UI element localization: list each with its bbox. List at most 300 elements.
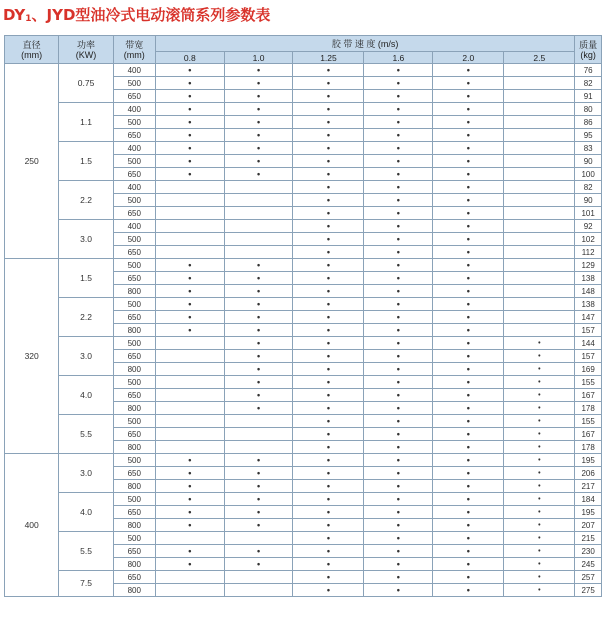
header-power-unit: (KW) (75, 49, 97, 60)
available-dot-icon: • (396, 220, 400, 231)
speed-mark-cell (224, 259, 293, 272)
speed-mark-cell (504, 220, 575, 233)
available-dot-icon: • (396, 77, 400, 88)
header-diameter-label: 直径 (22, 39, 41, 50)
speed-mark-cell (364, 584, 433, 597)
speed-mark-cell (504, 155, 575, 168)
available-dot-icon: • (538, 573, 541, 581)
available-dot-icon: • (326, 155, 331, 166)
belt-width-cell: 800 (113, 363, 155, 376)
speed-mark-cell (504, 64, 575, 77)
available-dot-icon: • (396, 454, 400, 465)
belt-width-cell: 650 (113, 129, 155, 142)
speed-mark-cell (504, 363, 575, 376)
mass-cell: 92 (575, 220, 602, 233)
speed-mark-cell (364, 532, 433, 545)
belt-width-cell: 400 (113, 181, 155, 194)
available-dot-icon: • (396, 194, 400, 205)
speed-mark-cell (504, 389, 575, 402)
available-dot-icon: • (466, 311, 470, 322)
speed-mark-cell (224, 545, 293, 558)
speed-mark-cell (293, 233, 364, 246)
available-dot-icon: • (466, 441, 470, 452)
available-dot-icon: • (188, 454, 192, 465)
available-dot-icon: • (396, 428, 400, 439)
available-dot-icon: • (326, 259, 331, 270)
speed-mark-cell (364, 571, 433, 584)
speed-mark-cell (364, 389, 433, 402)
speed-mark-cell (293, 64, 364, 77)
available-dot-icon: • (466, 142, 470, 153)
available-dot-icon: • (466, 272, 470, 283)
speed-mark-cell (293, 142, 364, 155)
available-dot-icon: • (396, 298, 400, 309)
mass-cell: 230 (575, 545, 602, 558)
speed-mark-cell (293, 168, 364, 181)
available-dot-icon: • (256, 259, 261, 270)
available-dot-icon: • (256, 272, 261, 283)
available-dot-icon: • (326, 298, 331, 309)
available-dot-icon: • (396, 402, 400, 413)
speed-mark-cell (155, 350, 224, 363)
available-dot-icon: • (466, 363, 470, 374)
available-dot-icon: • (396, 584, 400, 595)
available-dot-icon: • (466, 77, 470, 88)
mass-cell: 275 (575, 584, 602, 597)
header-belt-width (113, 36, 155, 64)
speed-mark-cell (224, 350, 293, 363)
speed-mark-cell (433, 532, 504, 545)
power-cell: 2.2 (59, 181, 113, 220)
speed-mark-cell (293, 402, 364, 415)
speed-mark-cell (433, 441, 504, 454)
speed-mark-cell (364, 519, 433, 532)
available-dot-icon: • (326, 142, 331, 153)
available-dot-icon: • (326, 233, 331, 244)
speed-mark-cell (504, 103, 575, 116)
speed-mark-cell (155, 402, 224, 415)
speed-mark-cell (155, 194, 224, 207)
parameter-table (4, 35, 602, 597)
available-dot-icon: • (326, 428, 331, 439)
available-dot-icon: • (466, 519, 470, 530)
available-dot-icon: • (188, 480, 192, 491)
mass-cell: 167 (575, 428, 602, 441)
speed-mark-cell (224, 493, 293, 506)
available-dot-icon: • (396, 116, 400, 127)
mass-cell: 155 (575, 376, 602, 389)
speed-mark-cell (433, 220, 504, 233)
available-dot-icon: • (538, 404, 541, 412)
mass-cell: 91 (575, 90, 602, 103)
speed-mark-cell (364, 363, 433, 376)
available-dot-icon: • (256, 402, 261, 413)
available-dot-icon: • (256, 454, 261, 465)
power-cell: 0.75 (59, 64, 113, 103)
table-row (5, 142, 602, 155)
header-speed: 2.0 (433, 52, 504, 64)
speed-mark-cell (224, 558, 293, 571)
table-row (5, 181, 602, 194)
speed-mark-cell (155, 168, 224, 181)
available-dot-icon: • (466, 493, 470, 504)
speed-mark-cell (224, 337, 293, 350)
available-dot-icon: • (256, 467, 261, 478)
available-dot-icon: • (538, 339, 541, 347)
available-dot-icon: • (188, 103, 192, 114)
speed-mark-cell (224, 90, 293, 103)
speed-mark-cell (155, 376, 224, 389)
available-dot-icon: • (466, 129, 470, 140)
available-dot-icon: • (466, 337, 470, 348)
table-row (5, 532, 602, 545)
power-cell: 3.0 (59, 454, 113, 493)
speed-mark-cell (224, 402, 293, 415)
header-speed: 1.6 (364, 52, 433, 64)
speed-mark-cell (433, 571, 504, 584)
table-row (5, 259, 602, 272)
available-dot-icon: • (188, 168, 192, 179)
speed-mark-cell (155, 103, 224, 116)
available-dot-icon: • (326, 363, 331, 374)
speed-mark-cell (433, 363, 504, 376)
speed-mark-cell (504, 584, 575, 597)
speed-mark-cell (364, 194, 433, 207)
table-row (5, 571, 602, 584)
available-dot-icon: • (466, 259, 470, 270)
available-dot-icon: • (396, 480, 400, 491)
mass-cell: 82 (575, 77, 602, 90)
speed-mark-cell (293, 532, 364, 545)
available-dot-icon: • (396, 155, 400, 166)
available-dot-icon: • (396, 363, 400, 374)
speed-mark-cell (293, 220, 364, 233)
header-power (59, 36, 113, 64)
speed-mark-cell (433, 116, 504, 129)
speed-mark-cell (224, 584, 293, 597)
speed-mark-cell (293, 428, 364, 441)
speed-mark-cell (364, 441, 433, 454)
available-dot-icon: • (538, 547, 541, 555)
speed-mark-cell (224, 532, 293, 545)
available-dot-icon: • (256, 155, 261, 166)
available-dot-icon: • (326, 220, 331, 231)
speed-mark-cell (293, 246, 364, 259)
available-dot-icon: • (466, 298, 470, 309)
speed-mark-cell (364, 142, 433, 155)
speed-mark-cell (224, 246, 293, 259)
speed-mark-cell (504, 207, 575, 220)
speed-mark-cell (293, 545, 364, 558)
available-dot-icon: • (538, 378, 541, 386)
mass-cell: 167 (575, 389, 602, 402)
available-dot-icon: • (326, 129, 331, 140)
speed-mark-cell (433, 493, 504, 506)
speed-mark-cell (293, 194, 364, 207)
speed-mark-cell (293, 285, 364, 298)
belt-width-cell: 650 (113, 428, 155, 441)
mass-cell: 144 (575, 337, 602, 350)
speed-mark-cell (293, 103, 364, 116)
available-dot-icon: • (396, 90, 400, 101)
available-dot-icon: • (466, 246, 470, 257)
available-dot-icon: • (326, 285, 331, 296)
speed-mark-cell (364, 402, 433, 415)
speed-mark-cell (155, 454, 224, 467)
speed-mark-cell (293, 584, 364, 597)
available-dot-icon: • (466, 584, 470, 595)
power-cell: 4.0 (59, 493, 113, 532)
available-dot-icon: • (538, 534, 541, 542)
mass-cell: 184 (575, 493, 602, 506)
speed-mark-cell (364, 64, 433, 77)
speed-mark-cell (364, 467, 433, 480)
available-dot-icon: • (326, 415, 331, 426)
available-dot-icon: • (256, 298, 261, 309)
speed-mark-cell (293, 298, 364, 311)
speed-mark-cell (224, 311, 293, 324)
available-dot-icon: • (466, 402, 470, 413)
belt-width-cell: 650 (113, 90, 155, 103)
speed-mark-cell (224, 571, 293, 584)
header-speed: 0.8 (155, 52, 224, 64)
mass-cell: 178 (575, 402, 602, 415)
available-dot-icon: • (396, 532, 400, 543)
available-dot-icon: • (256, 506, 261, 517)
speed-mark-cell (155, 571, 224, 584)
available-dot-icon: • (538, 469, 541, 477)
speed-mark-cell (504, 441, 575, 454)
mass-cell: 112 (575, 246, 602, 259)
belt-width-cell: 650 (113, 246, 155, 259)
table-row (5, 64, 602, 77)
available-dot-icon: • (188, 116, 192, 127)
available-dot-icon: • (256, 337, 261, 348)
available-dot-icon: • (396, 337, 400, 348)
power-cell: 1.5 (59, 142, 113, 181)
speed-mark-cell (155, 220, 224, 233)
speed-mark-cell (293, 116, 364, 129)
speed-mark-cell (155, 415, 224, 428)
speed-mark-cell (504, 545, 575, 558)
available-dot-icon: • (396, 129, 400, 140)
available-dot-icon: • (396, 493, 400, 504)
available-dot-icon: • (538, 365, 541, 373)
available-dot-icon: • (538, 443, 541, 451)
mass-cell: 102 (575, 233, 602, 246)
speed-mark-cell (504, 272, 575, 285)
speed-mark-cell (293, 519, 364, 532)
available-dot-icon: • (466, 571, 470, 582)
table-row (5, 220, 602, 233)
speed-mark-cell (293, 571, 364, 584)
available-dot-icon: • (326, 584, 331, 595)
table-row (5, 454, 602, 467)
speed-mark-cell (433, 168, 504, 181)
belt-width-cell: 650 (113, 311, 155, 324)
available-dot-icon: • (538, 560, 541, 568)
header-mass-unit: (kg) (580, 49, 596, 60)
available-dot-icon: • (466, 324, 470, 335)
available-dot-icon: • (396, 389, 400, 400)
belt-width-cell: 650 (113, 467, 155, 480)
speed-mark-cell (433, 103, 504, 116)
available-dot-icon: • (466, 168, 470, 179)
available-dot-icon: • (256, 324, 261, 335)
speed-mark-cell (504, 350, 575, 363)
speed-mark-cell (293, 415, 364, 428)
speed-mark-cell (224, 298, 293, 311)
title-text: 、JYD型油冷式电动滚筒系列参数表 (31, 6, 271, 24)
speed-mark-cell (293, 558, 364, 571)
speed-mark-cell (364, 103, 433, 116)
header-diameter-unit: (mm) (21, 49, 43, 60)
speed-mark-cell (433, 545, 504, 558)
speed-mark-cell (155, 129, 224, 142)
belt-width-cell: 800 (113, 584, 155, 597)
speed-mark-cell (364, 350, 433, 363)
available-dot-icon: • (396, 467, 400, 478)
speed-mark-cell (224, 77, 293, 90)
belt-width-cell: 800 (113, 324, 155, 337)
available-dot-icon: • (326, 454, 331, 465)
available-dot-icon: • (326, 571, 331, 582)
speed-mark-cell (293, 441, 364, 454)
speed-mark-cell (155, 246, 224, 259)
speed-mark-cell (504, 337, 575, 350)
available-dot-icon: • (326, 116, 331, 127)
mass-cell: 138 (575, 298, 602, 311)
speed-mark-cell (364, 324, 433, 337)
available-dot-icon: • (396, 168, 400, 179)
available-dot-icon: • (396, 558, 400, 569)
available-dot-icon: • (396, 233, 400, 244)
speed-mark-cell (155, 441, 224, 454)
available-dot-icon: • (466, 545, 470, 556)
belt-width-cell: 650 (113, 389, 155, 402)
available-dot-icon: • (326, 324, 331, 335)
header-speed-group: 胶 带 速 度 (m/s) (155, 36, 574, 52)
header-mass (575, 36, 602, 64)
available-dot-icon: • (466, 194, 470, 205)
speed-mark-cell (433, 402, 504, 415)
speed-mark-cell (224, 181, 293, 194)
belt-width-cell: 800 (113, 441, 155, 454)
available-dot-icon: • (326, 272, 331, 283)
speed-mark-cell (433, 324, 504, 337)
available-dot-icon: • (466, 389, 470, 400)
available-dot-icon: • (256, 389, 261, 400)
available-dot-icon: • (188, 285, 192, 296)
speed-mark-cell (364, 558, 433, 571)
speed-mark-cell (433, 584, 504, 597)
available-dot-icon: • (326, 506, 331, 517)
speed-mark-cell (155, 272, 224, 285)
mass-cell: 207 (575, 519, 602, 532)
speed-mark-cell (293, 77, 364, 90)
available-dot-icon: • (326, 168, 331, 179)
header-speed: 1.25 (293, 52, 364, 64)
belt-width-cell: 500 (113, 233, 155, 246)
belt-width-cell: 800 (113, 285, 155, 298)
available-dot-icon: • (256, 129, 261, 140)
speed-mark-cell (364, 493, 433, 506)
belt-width-cell: 400 (113, 142, 155, 155)
speed-mark-cell (504, 376, 575, 389)
available-dot-icon: • (466, 480, 470, 491)
mass-cell: 80 (575, 103, 602, 116)
speed-mark-cell (155, 480, 224, 493)
table-row (5, 337, 602, 350)
available-dot-icon: • (396, 441, 400, 452)
belt-width-cell: 650 (113, 168, 155, 181)
speed-mark-cell (433, 415, 504, 428)
belt-width-cell: 500 (113, 77, 155, 90)
speed-mark-cell (504, 246, 575, 259)
available-dot-icon: • (466, 207, 470, 218)
speed-mark-cell (155, 506, 224, 519)
available-dot-icon: • (466, 467, 470, 478)
speed-mark-cell (504, 194, 575, 207)
available-dot-icon: • (396, 350, 400, 361)
speed-mark-cell (504, 571, 575, 584)
speed-mark-cell (433, 77, 504, 90)
speed-mark-cell (224, 285, 293, 298)
mass-cell: 169 (575, 363, 602, 376)
speed-mark-cell (155, 259, 224, 272)
speed-mark-cell (155, 337, 224, 350)
available-dot-icon: • (326, 194, 331, 205)
speed-mark-cell (293, 493, 364, 506)
belt-width-cell: 500 (113, 493, 155, 506)
speed-mark-cell (504, 311, 575, 324)
diameter-cell: 400 (5, 454, 59, 597)
available-dot-icon: • (396, 324, 400, 335)
speed-mark-cell (504, 506, 575, 519)
speed-mark-cell (293, 454, 364, 467)
speed-mark-cell (224, 454, 293, 467)
speed-mark-cell (504, 467, 575, 480)
speed-mark-cell (224, 363, 293, 376)
speed-mark-cell (224, 142, 293, 155)
belt-width-cell: 800 (113, 519, 155, 532)
available-dot-icon: • (538, 352, 541, 360)
power-cell: 2.2 (59, 298, 113, 337)
speed-mark-cell (433, 207, 504, 220)
belt-width-cell: 500 (113, 454, 155, 467)
speed-mark-cell (155, 363, 224, 376)
speed-mark-cell (293, 389, 364, 402)
mass-cell: 100 (575, 168, 602, 181)
header-speed: 1.0 (224, 52, 293, 64)
speed-mark-cell (504, 181, 575, 194)
header-power-label: 功率 (77, 39, 96, 50)
diameter-cell: 250 (5, 64, 59, 259)
speed-mark-cell (504, 532, 575, 545)
speed-mark-cell (224, 428, 293, 441)
available-dot-icon: • (396, 545, 400, 556)
available-dot-icon: • (326, 337, 331, 348)
available-dot-icon: • (466, 233, 470, 244)
available-dot-icon: • (326, 90, 331, 101)
speed-mark-cell (433, 337, 504, 350)
available-dot-icon: • (326, 389, 331, 400)
power-cell: 1.1 (59, 103, 113, 142)
speed-mark-cell (155, 532, 224, 545)
speed-mark-cell (433, 454, 504, 467)
available-dot-icon: • (188, 324, 192, 335)
available-dot-icon: • (326, 480, 331, 491)
